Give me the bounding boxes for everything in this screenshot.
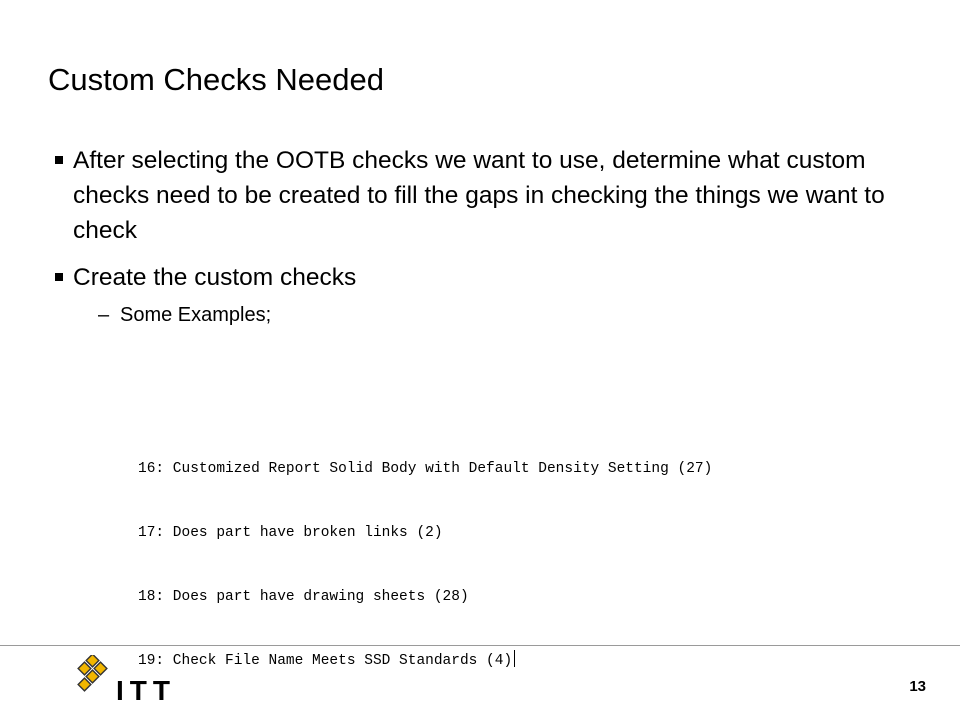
- itt-logo-text: ITT: [116, 675, 176, 706]
- bullet-item: [48, 143, 888, 248]
- square-bullet-icon: [55, 273, 63, 281]
- bullet-item: [48, 260, 888, 295]
- page-number: 13: [909, 678, 926, 695]
- square-bullet-icon: [55, 156, 63, 164]
- check-line: 17: Does part have broken links (2): [138, 525, 443, 542]
- custom-checks-screenshot: [133, 413, 883, 698]
- itt-logo: [76, 655, 186, 710]
- footer-divider: [0, 645, 960, 646]
- bullet-text: After selecting the OOTB checks we want to use, determine what custom checks need to be created to fill the gaps in checking the things we want to check: [73, 147, 885, 244]
- bullet-list: [48, 143, 888, 329]
- check-line: 16: Customized Report Solid Body with Default Density Setting (27): [138, 461, 713, 478]
- check-line-last: [138, 650, 878, 672]
- check-line: 18: Does part have drawing sheets (28): [138, 588, 469, 605]
- text-caret: [514, 650, 515, 667]
- check-line-text: 19: Check File Name Meets SSD Standards (4): [138, 653, 513, 670]
- sub-bullet-text: Some Examples;: [120, 304, 272, 326]
- slide-title: Custom Checks Needed: [48, 62, 384, 97]
- sub-bullet-item: [48, 301, 888, 329]
- itt-logo-mark-icon: [76, 655, 114, 695]
- dash-marker: –: [98, 304, 110, 326]
- bullet-text: Create the custom checks: [73, 264, 357, 291]
